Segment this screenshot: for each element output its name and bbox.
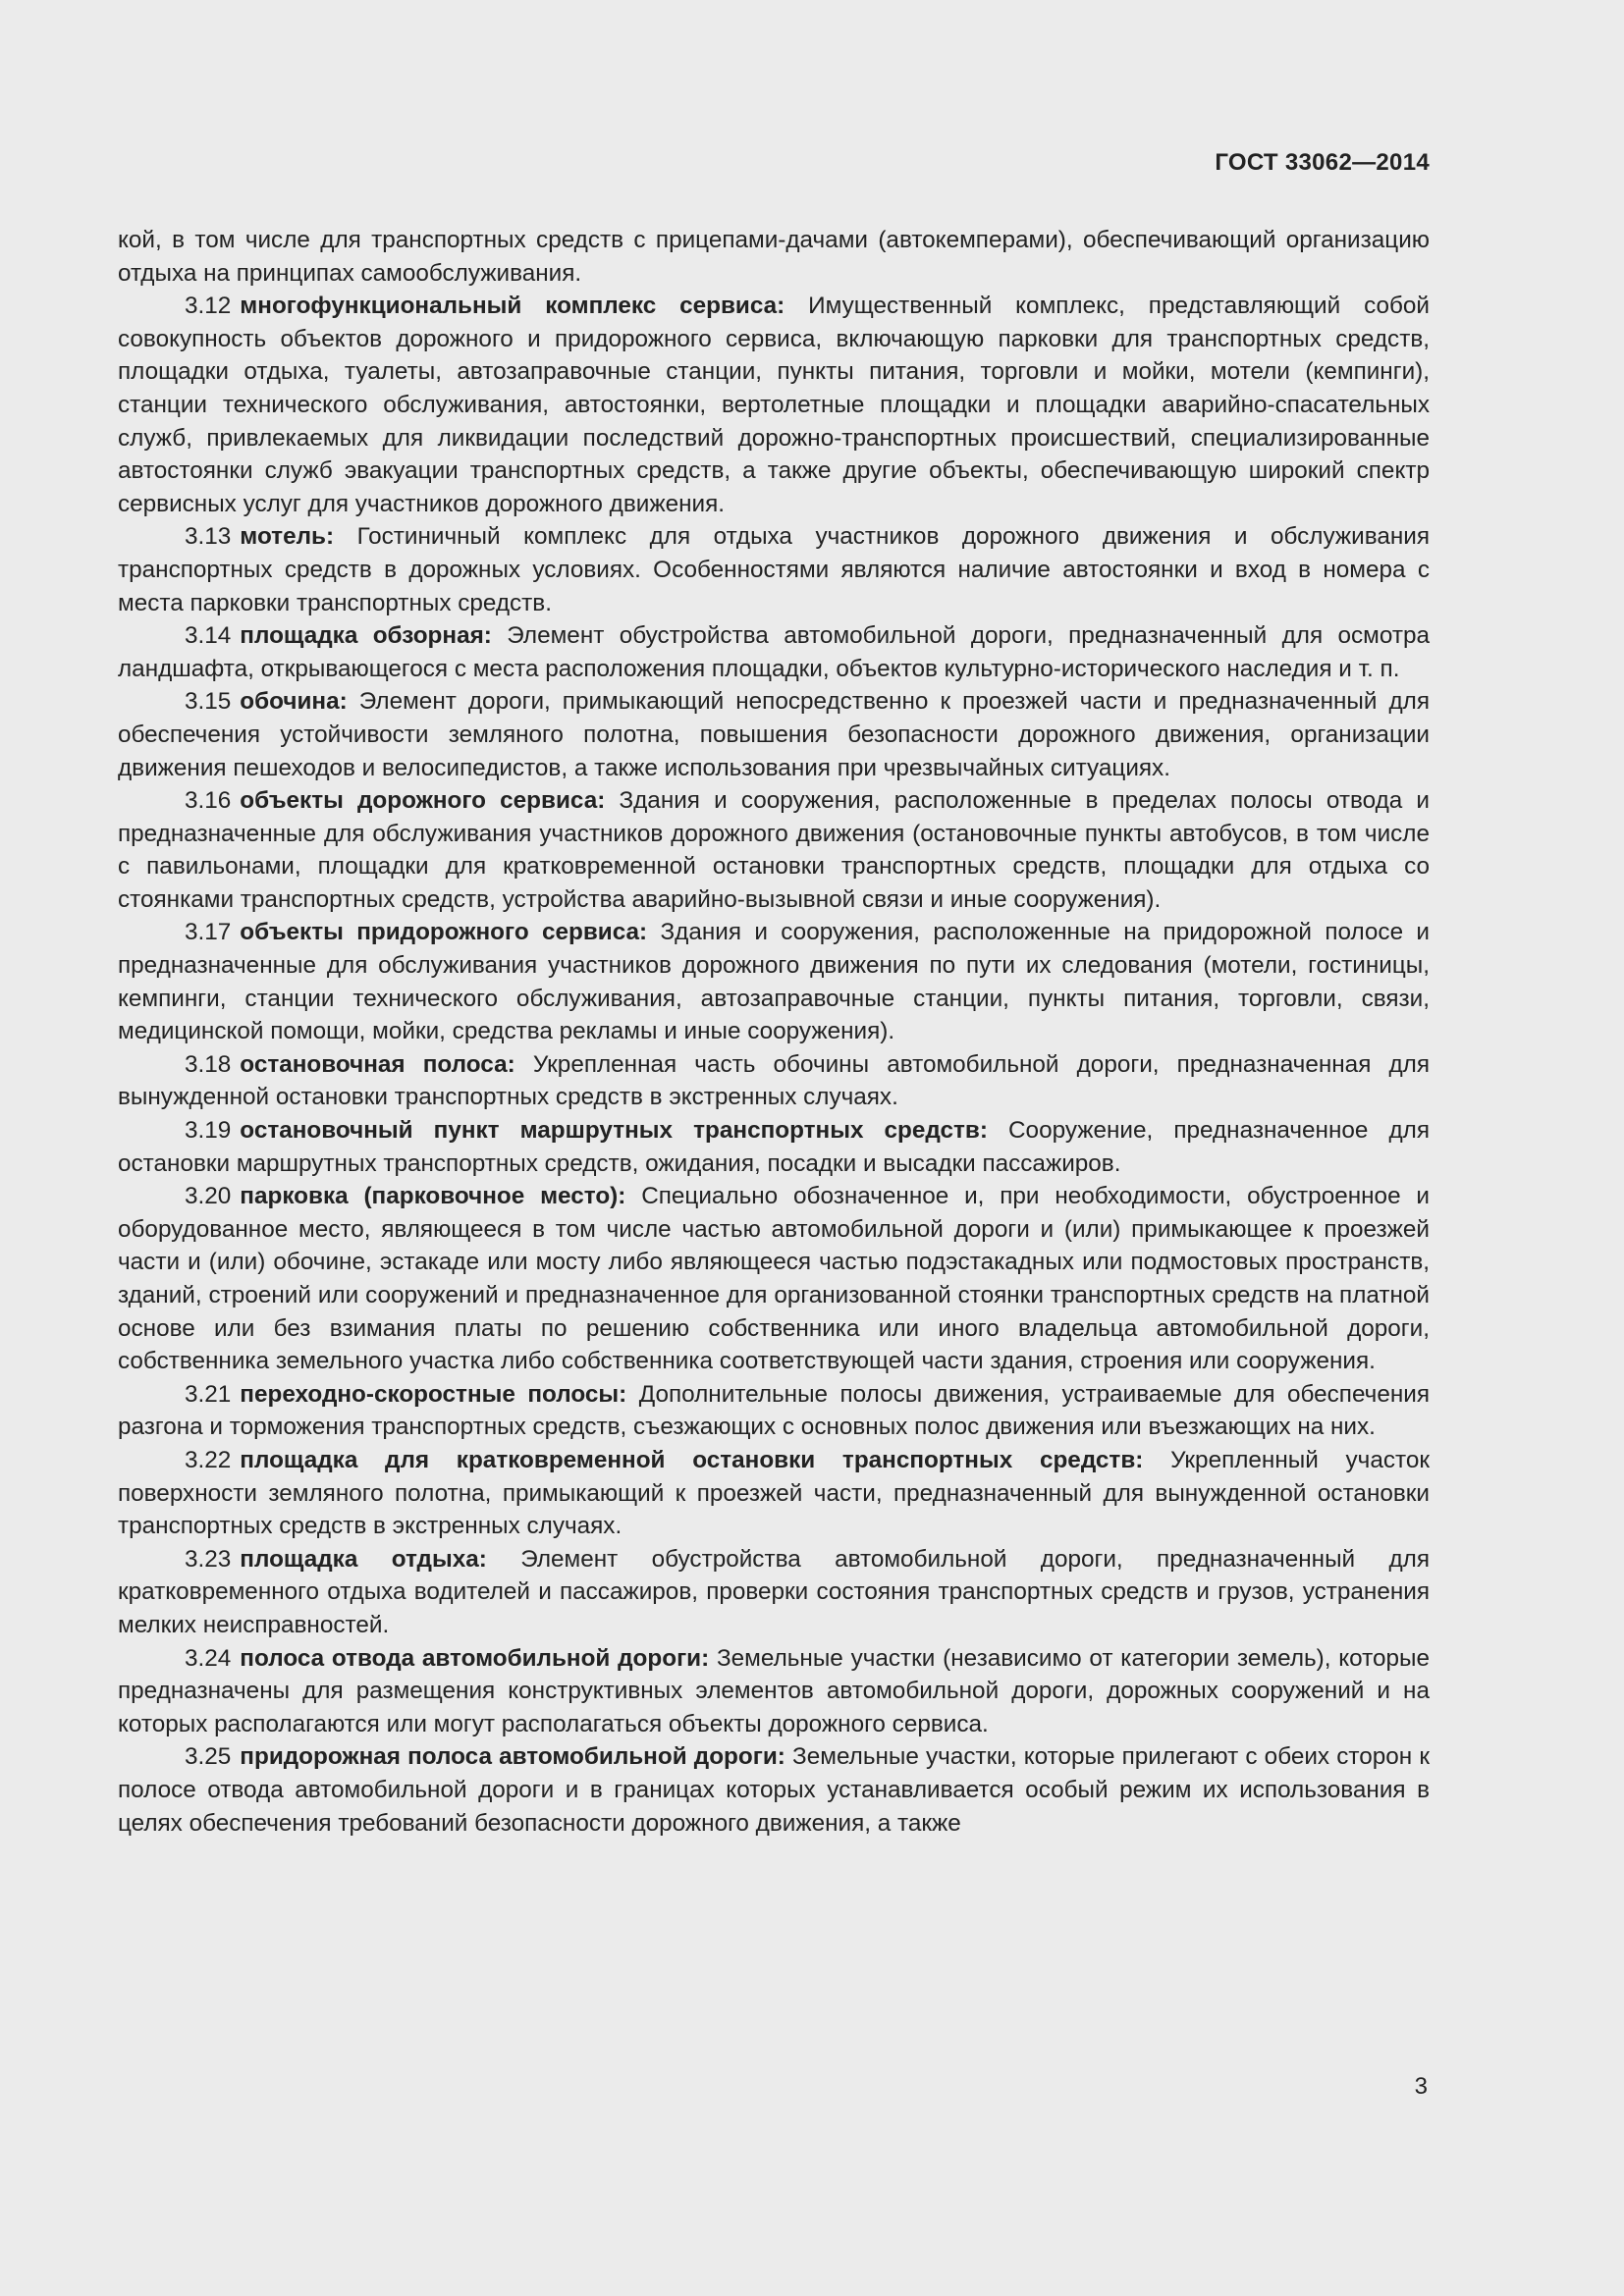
definition-entry (118, 784, 1430, 916)
entry-term: придорожная полоса автомобильной дороги: (240, 1743, 785, 1771)
entry-term: обочина: (240, 688, 348, 716)
definition-entry (118, 1180, 1430, 1378)
page-number: 3 (1414, 2073, 1428, 2100)
entry-term: площадка отдыха: (240, 1545, 487, 1573)
definition-entry (118, 1378, 1430, 1444)
entry-term: полоса отвода автомобильной дороги: (240, 1644, 710, 1672)
entry-term: остановочный пункт маршрутных транспортных средств: (240, 1117, 988, 1145)
document-body (118, 224, 1430, 1840)
entry-number: 3.16 (185, 787, 232, 815)
entry-number: 3.13 (185, 523, 232, 551)
entry-number: 3.18 (185, 1050, 232, 1078)
entry-number: 3.14 (185, 622, 232, 650)
entry-definition: Здания и сооружения, расположенные на придорожной полосе и предназначенные для обслуживания участников дорожного движения по пути их следования (мотели, гостиницы, кемпинги, станции технического обслуживания, автозаправочные станции, пункты питания, торговли, связи, медицинской помощи, мойки, средства рекламы и иные сооружения). (118, 919, 1430, 1045)
definition-entry (118, 619, 1430, 685)
entry-number: 3.20 (185, 1183, 232, 1210)
entry-definition: Сооружение, предназначенное для остановки маршрутных транспортных средств, ожидания, посадки и высадки пассажиров. (118, 1117, 1430, 1177)
entry-number: 3.25 (185, 1743, 232, 1771)
entry-number: 3.22 (185, 1446, 232, 1473)
definition-entry (118, 520, 1430, 619)
definitions-list (118, 290, 1430, 1840)
entry-number: 3.17 (185, 919, 232, 946)
entry-term: площадка для кратковременной остановки транспортных средств: (240, 1446, 1144, 1473)
definition-entry (118, 1543, 1430, 1642)
definition-entry (118, 1642, 1430, 1741)
entry-definition: Гостиничный комплекс для отдыха участников дорожного движения и обслуживания транспортных средств в дорожных условиях. Особенностями являются наличие автостоянки и вход в номера с места парковки транспортных средств. (118, 523, 1430, 616)
entry-number: 3.21 (185, 1380, 232, 1408)
definition-entry (118, 1048, 1430, 1114)
entry-term: парковка (парковочное место): (240, 1183, 626, 1210)
entry-term: многофункциональный комплекс сервиса: (240, 293, 785, 320)
entry-definition: Укрепленный участок поверхности земляного полотна, примыкающий к проезжей части, предназначенный для вынужденной остановки транспортных средств в экстренных случаях. (118, 1446, 1430, 1540)
entry-definition: Укрепленная часть обочины автомобильной дороги, предназначенная для вынужденной остановки транспортных средств в экстренных случаях. (118, 1050, 1430, 1111)
entry-number: 3.24 (185, 1644, 232, 1672)
definition-entry (118, 685, 1430, 784)
entry-term: объекты дорожного сервиса: (240, 787, 606, 815)
entry-definition: Специально обозначенное и, при необходимости, обустроенное и оборудованное место, являющееся в том числе частью автомобильной дороги и (или) примыкающее к проезжей части и (или) обочине, эстакаде или мосту либо являющееся частью подэстакадных или подмостовых пространств, зданий, строений или сооружений и предназначенное для организованной стоянки транспортных средств на платной основе или без взимания платы по решению собственника или иного владельца автомобильной дороги, собственника земельного участка либо собственника соответствующей части здания, строения или сооружения. (118, 1183, 1430, 1375)
definition-entry (118, 1444, 1430, 1543)
standard-code: ГОСТ 33062—2014 (1215, 149, 1430, 176)
entry-number: 3.19 (185, 1117, 232, 1145)
entry-definition: Земельные участки, которые прилегают с обеих сторон к полосе отвода автомобильной дороги и в границах которых устанавливается особый режим их использования в целях обеспечения требований безопасности дорожного движения, а также (118, 1743, 1430, 1837)
entry-definition: Элемент обустройства автомобильной дороги, предназначенный для кратковременного отдыха водителей и пассажиров, проверки состояния транспортных средств и грузов, устранения мелких неисправностей. (118, 1545, 1430, 1638)
definition-entry (118, 916, 1430, 1047)
entry-definition: Элемент дороги, примыкающий непосредственно к проезжей части и предназначенный для обеспечения устойчивости земляного полотна, повышения безопасности дорожного движения, организации движения пешеходов и велосипедистов, а также использования при чрезвычайных ситуациях. (118, 688, 1430, 781)
entry-term: остановочная полоса: (240, 1050, 515, 1078)
entry-definition: Дополнительные полосы движения, устраиваемые для обеспечения разгона и торможения транспортных средств, съезжающих с основных полос движения или въезжающих на них. (118, 1380, 1430, 1441)
entry-number: 3.23 (185, 1545, 232, 1573)
entry-definition: Здания и сооружения, расположенные в пределах полосы отвода и предназначенные для обслуживания участников дорожного движения (остановочные пункты автобусов, в том числе с павильонами, площадки для кратковременной остановки транспортных средств, площадки для отдыха со стоянками транспортных средств, устройства аварийно-вызывной связи и иные сооружения). (118, 787, 1430, 913)
entry-definition: Имущественный комплекс, представляющий собой совокупность объектов дорожного и придорожного сервиса, включающую парковки для транспортных средств, площадки отдыха, туалеты, автозаправочные станции, пункты питания, торговли и мойки, мотели (кемпинги), станции технического обслуживания, автостоянки, вертолетные площадки и площадки аварийно-спасательных служб, привлекаемых для ликвидации последствий дорожно-транспортных происшествий, специализированные автостоянки служб эвакуации транспортных средств, а также другие объекты, обеспечивающую широкий спектр сервисных услуг для участников дорожного движения. (118, 293, 1430, 517)
entry-number: 3.12 (185, 293, 232, 320)
definition-entry (118, 1114, 1430, 1180)
entry-term: переходно-скоростные полосы: (240, 1380, 627, 1408)
entry-number: 3.15 (185, 688, 232, 716)
entry-term: мотель: (240, 523, 335, 551)
entry-term: объекты придорожного сервиса: (240, 919, 648, 946)
entry-definition: Элемент обустройства автомобильной дороги, предназначенный для осмотра ландшафта, открывающегося с места расположения площадки, объектов культурно-исторического наследия и т. п. (118, 622, 1430, 682)
definition-entry (118, 290, 1430, 520)
entry-term: площадка обзорная: (240, 622, 492, 650)
definition-entry (118, 1740, 1430, 1840)
entry-definition: Земельные участки (независимо от категории земель), которые предназначены для размещения конструктивных элементов автомобильной дороги, дорожных сооружений и на которых располагаются или могут располагаться объекты дорожного сервиса. (118, 1644, 1430, 1737)
continued-paragraph: кой, в том числе для транспортных средств с прицепами-дачами (автокемперами), обеспечивающий организацию отдыха на принципах самообслуживания. (118, 227, 1430, 287)
